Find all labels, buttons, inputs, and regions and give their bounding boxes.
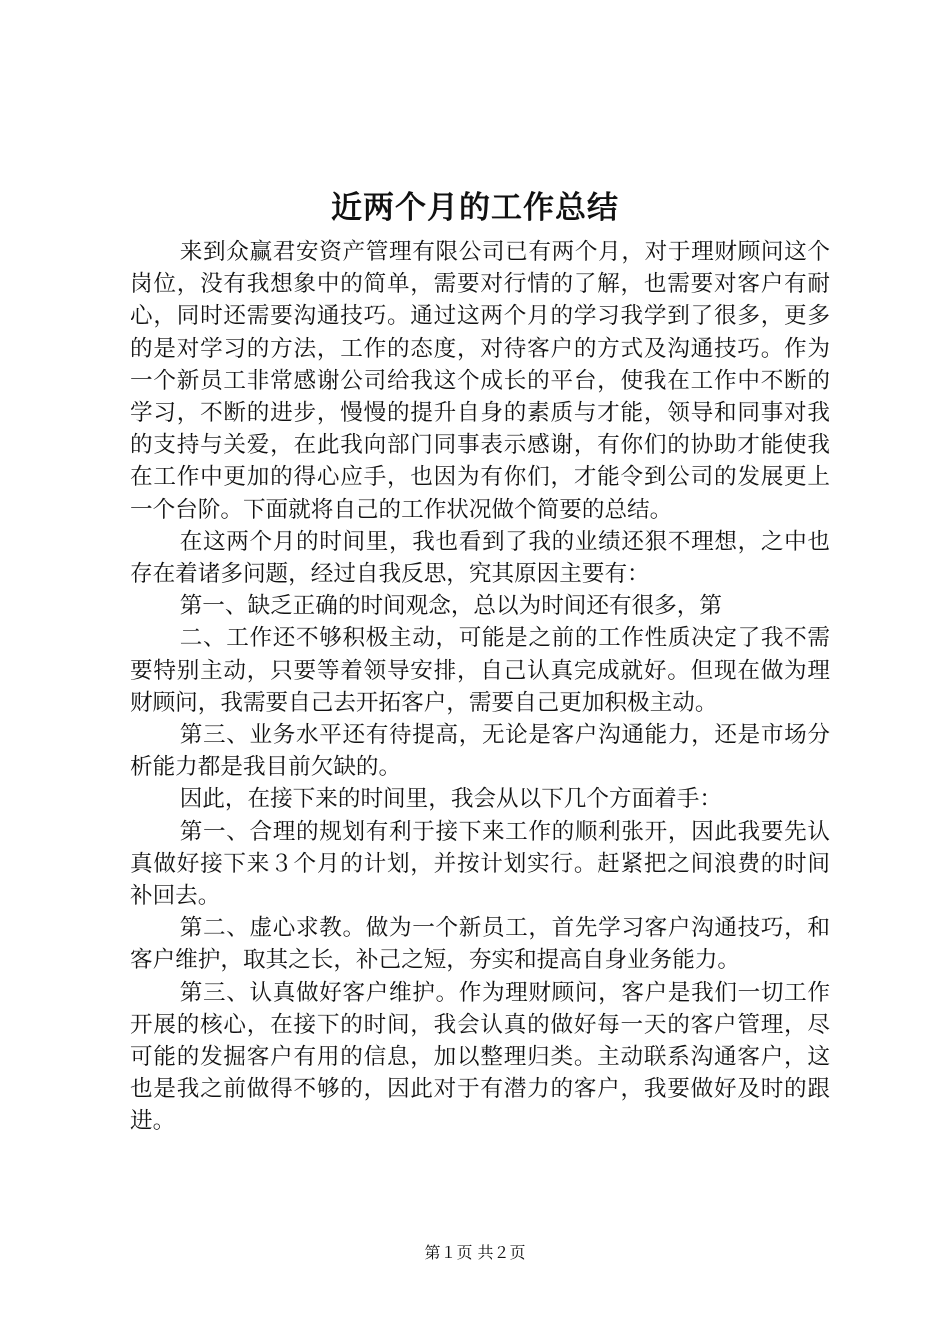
paragraph-plan-2: 第二、虚心求教。做为一个新员工，首先学习客户沟通技巧，和客户维护，取其之长，补己之短，夯实和提高自身业务能力。 bbox=[130, 915, 830, 974]
paragraph-plan-intro: 因此，在接下来的时间里，我会从以下几个方面着手： bbox=[179, 786, 722, 813]
paragraph-problem-1: 第一、缺乏正确的时间观念，总以为时间还有很多，第 bbox=[179, 593, 722, 620]
page-number-footer: 第１页 共２页 bbox=[424, 1243, 526, 1262]
paragraph-problem-3: 第三、业务水平还有待提高，无论是客户沟通能力，还是市场分析能力都是我目前欠缺的。 bbox=[130, 722, 830, 781]
paragraph-intro: 来到众赢君安资产管理有限公司已有两个月，对于理财顾问这个岗位，没有我想象中的简单，需要对行情的了解，也需要对客户有耐心，同时还需要沟通技巧。通过这两个月的学习我学到了很多，更多的是对学习的方法，工作的态度，对待客户的方式及沟通技巧。作为一个新员工非常感谢公司给我这个成长的平台，使我在工作中不断的学习，不断的进步，慢慢的提升自身的素质与才能，领导和同事对我的支持与关爱，在此我向部门同事表示感谢，有你们的协助才能使我在工作中更加的得心应手，也因为有你们，才能令到公司的发展更上一个台阶。下面就将自己的工作状况做个简要的总结。 bbox=[130, 239, 830, 523]
paragraph-plan-1: 第一、合理的规划有利于接下来工作的顺利张开，因此我要先认真做好接下来３个月的计划，并按计划实行。赶紧把之间浪费的时间补回去。 bbox=[130, 818, 830, 910]
paragraph-problem-2: 二、工作还不够积极主动，可能是之前的工作性质决定了我不需要特别主动，只要等着领导安排，自己认真完成就好。但现在做为理财顾问，我需要自己去开拓客户，需要自己更加积极主动。 bbox=[130, 625, 830, 716]
document-body bbox=[130, 236, 830, 1138]
paragraph-problems-intro: 在这两个月的时间里，我也看到了我的业绩还狠不理想，之中也存在着诸多问题，经过自我反思，究其原因主要有： bbox=[130, 528, 830, 588]
document-title: 近两个月的工作总结 bbox=[331, 190, 619, 226]
paragraph-plan-3: 第三、认真做好客户维护。作为理财顾问，客户是我们一切工作开展的核心，在接下的时间，我会认真的做好每一天的客户管理，尽可能的发掘客户有用的信息，加以整理归类。主动联系沟通客户，这也是我之前做得不够的，因此对于有潜力的客户，我要做好及时的跟进。 bbox=[130, 979, 830, 1135]
